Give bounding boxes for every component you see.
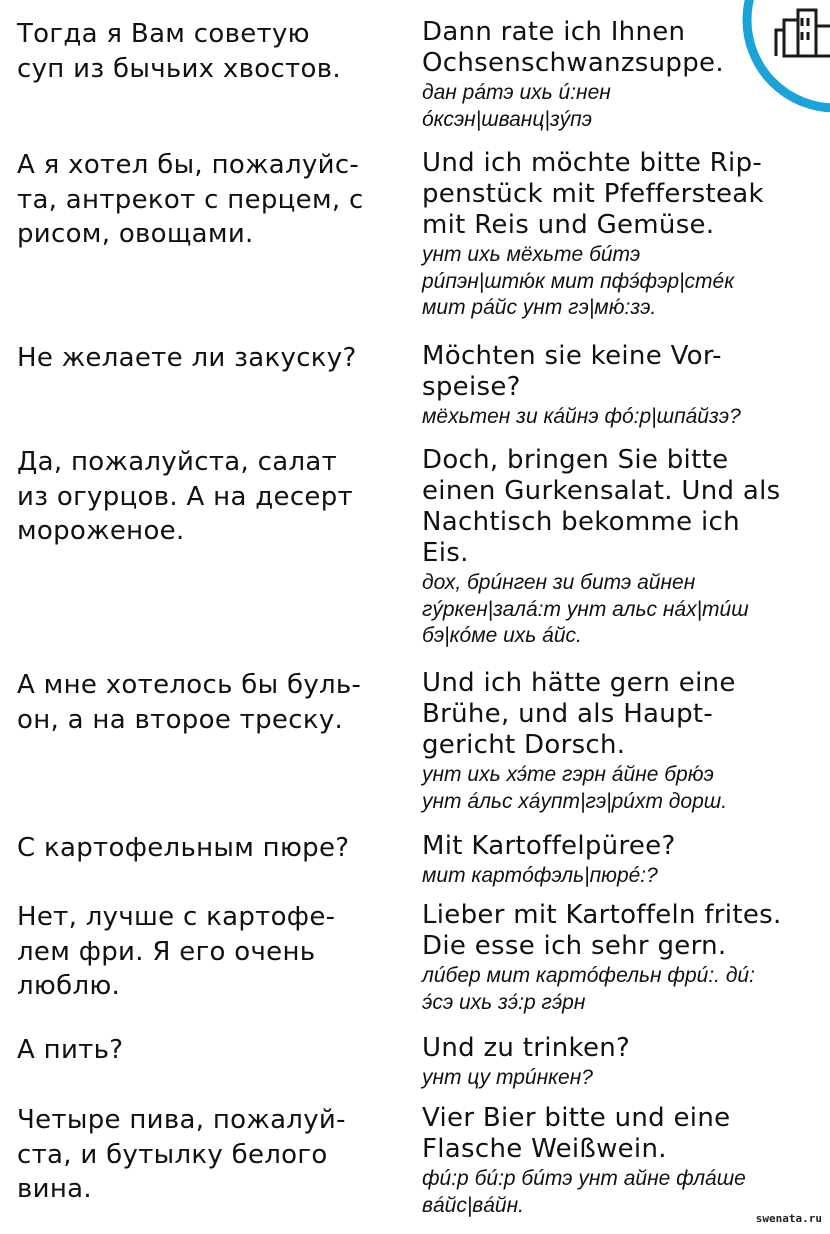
russian-phrase: А мне хотелось бы буль- он, а на второе треску.: [17, 670, 362, 735]
german-text: Und ich möchte bitte Rip- penstück mit Pfeffersteak mit Reis und Gemüse.: [422, 148, 764, 240]
russian-phrase: А я хотел бы, пожалуйс- та, антрекот с перцем, с рисом, овощами.: [17, 150, 364, 249]
german-phrase: [422, 831, 827, 890]
german-phrase: [422, 900, 827, 1016]
transcription: мёхьтен зи кáйнэ фó:р|шпáйзэ?: [422, 405, 741, 428]
transcription: дох, брúнген зи битэ айнен гýркен|залá:т унт альс нáх|тúш бэ|кóме ихь áйс.: [422, 571, 749, 647]
german-phrase: [422, 341, 827, 431]
german-text: Doch, bringen Sie bitte einen Gurkensalat. Und als Nachtisch bekomme ich Eis.: [422, 445, 781, 568]
german-phrase: [422, 148, 827, 322]
transcription: лúбер мит картóфельн фрú:. дú: э́сэ ихь зэ́:р гэ́рн: [422, 964, 755, 1014]
german-text: Dann rate ich Ihnen Ochsenschwanzsuppe.: [422, 17, 724, 78]
german-text: Und ich hätte gern eine Brühe, und als Haupt- gericht Dorsch.: [422, 668, 736, 760]
german-phrase: [422, 668, 827, 815]
german-text: Möchten sie keine Vor- speise?: [422, 341, 722, 402]
watermark: swenata.ru: [755, 1212, 822, 1225]
russian-phrase: Да, пожалуйста, салат из огурцов. А на десерт мороженое.: [17, 447, 353, 546]
transcription: дан рáтэ ихь ú:нен óксэн|шванц|зýпэ: [422, 81, 611, 131]
german-text: Lieber mit Kartoffeln frites. Die esse ich sehr gern.: [422, 900, 782, 961]
russian-phrase: С картофельным пюре?: [17, 833, 350, 863]
german-text: Mit Kartoffelpüree?: [422, 831, 676, 861]
german-phrase: [422, 1103, 827, 1219]
german-phrase: [422, 17, 827, 133]
german-text: Und zu trinken?: [422, 1033, 631, 1063]
russian-phrase: Нет, лучше с картофе- лем фри. Я его очень люблю.: [17, 902, 336, 1001]
german-phrase: [422, 445, 827, 650]
transcription: мит картóфэль|пюрé:?: [422, 864, 658, 887]
russian-phrase: Не желаете ли закуску?: [17, 343, 357, 373]
russian-phrase: Тогда я Вам советую суп из бычьих хвостов.: [17, 19, 341, 84]
german-phrase: [422, 1033, 827, 1092]
transcription: фú:р бú:р бúтэ унт айне флáше вáйс|вáйн.: [422, 1167, 746, 1217]
russian-phrase: А пить?: [17, 1035, 124, 1065]
transcription: унт ихь мёхьте бúтэ рúпэн|штю́к мит пфэ́фэр|стéк мит рáйс унт гэ|мю́:зэ.: [422, 243, 735, 319]
german-text: Vier Bier bitte und eine Flasche Weißwein.: [422, 1103, 731, 1164]
russian-phrase: Четыре пива, пожалуй- ста, и бутылку белого вина.: [17, 1105, 346, 1204]
transcription: унт ихь хэ́те гэрн áйне брю́э унт áльс хáупт|гэ|рúхт дорш.: [422, 763, 728, 813]
transcription: унт цу трúнкен?: [422, 1066, 593, 1089]
